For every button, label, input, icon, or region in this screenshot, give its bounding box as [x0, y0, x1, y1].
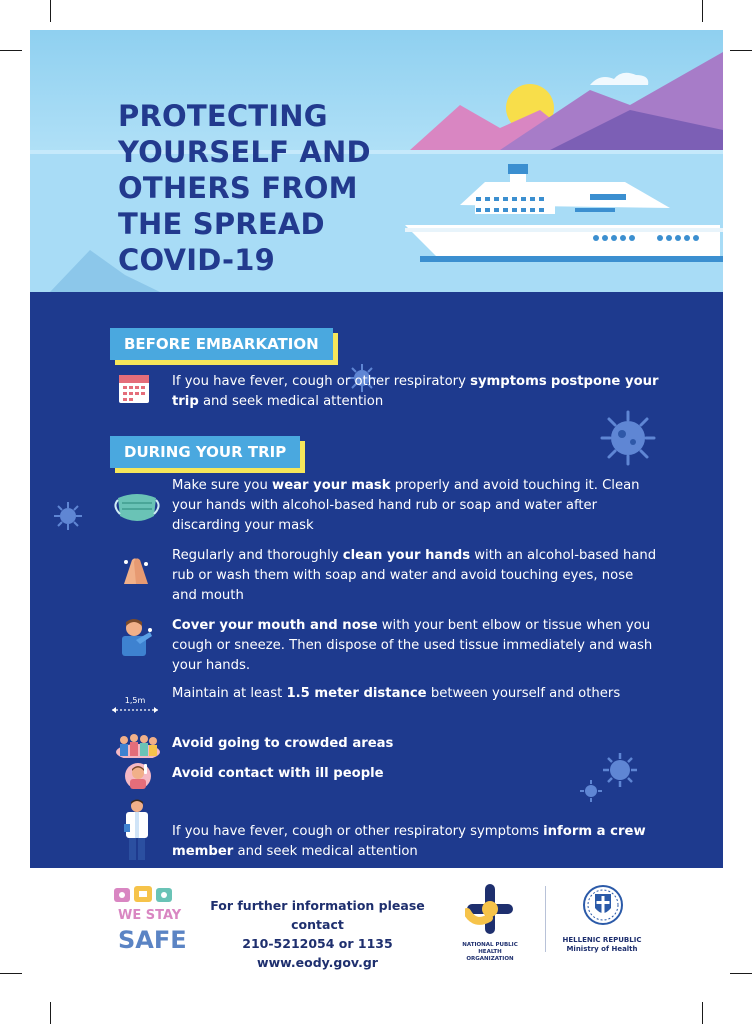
emphasis-text: 1.5 meter distance — [286, 686, 427, 701]
logo-divider — [545, 886, 546, 952]
title-line-1: PROTECTING — [118, 99, 328, 133]
ministry-label-line-1: HELLENIC REPUBLIC — [562, 936, 642, 944]
eody-label-line-2: HEALTH ORGANIZATION — [466, 949, 514, 962]
body-text: between yourself and others — [426, 686, 621, 701]
emphasis-text: symptoms — [470, 374, 547, 389]
virus-icon — [600, 410, 656, 466]
contact-line-1: For further information please contact — [210, 898, 425, 932]
body-text: and seek medical attention — [233, 844, 418, 859]
we-stay-text: WE STAY — [118, 908, 182, 923]
crop-mark — [0, 973, 22, 974]
ministry-label-line-2: Ministry of Health — [566, 945, 638, 953]
crop-mark — [50, 0, 51, 22]
poster — [30, 30, 723, 868]
list-item-distance — [172, 684, 662, 704]
distance-icon — [110, 694, 160, 716]
we-stay-safe-icons — [112, 882, 176, 906]
body-text: If you have fever, cough or other respiratory symptoms — [172, 824, 544, 839]
list-item-cover-mouth — [172, 616, 662, 676]
list-item-inform-crew — [172, 822, 662, 862]
section-tag-during-trip: DURING YOUR TRIP — [110, 436, 300, 468]
hellenic-republic-emblem — [582, 884, 624, 930]
page-title — [118, 98, 408, 278]
calendar-icon — [118, 372, 150, 404]
hero-illustration — [30, 30, 723, 292]
sneeze-elbow-icon — [118, 618, 154, 658]
emphasis-text: clean your hands — [342, 548, 471, 563]
body-text: with an alcohol-based hand rub or wash them with soap and water and avoid touching eyes, nose and mouth — [172, 548, 657, 603]
crop-mark — [730, 973, 752, 974]
emphasis-text: Avoid contact with ill people — [172, 766, 384, 781]
safe-text: SAFE — [118, 926, 187, 954]
before-embarkation-text — [172, 372, 662, 412]
eody-label-line-1: NATIONAL PUBLIC — [462, 942, 518, 948]
body-text: properly and avoid touching it. Clean your hands with alcohol-based hand rub or soap and water after discarding your mask — [172, 478, 640, 533]
title-line-2: YOURSELF AND — [118, 135, 371, 169]
crop-mark — [702, 1002, 703, 1024]
crop-mark — [50, 1002, 51, 1024]
title-line-3: OTHERS FROM — [118, 171, 358, 205]
list-item-mask — [172, 476, 662, 536]
eody-logo — [465, 882, 515, 940]
sick-person-icon — [122, 760, 154, 790]
crop-mark — [730, 50, 752, 51]
title-line-4: THE SPREAD — [118, 207, 325, 241]
emphasis-text: inform a crew member — [172, 824, 646, 859]
body-text: Regularly and thoroughly — [172, 548, 343, 563]
body-text: If you have fever, cough or other respiratory — [172, 374, 471, 389]
distance-label: 1,5m — [124, 696, 146, 705]
ministry-label — [562, 936, 642, 954]
body-text: with your bent elbow or tissue when you cough or sneeze. Then dispose of the used tissue immediately and wash your hands. — [172, 618, 653, 673]
emphasis-text: postpone your trip — [172, 374, 659, 409]
list-item-clean-hands — [172, 546, 662, 606]
face-mask-icon — [112, 488, 162, 526]
title-line-5: COVID-19 — [118, 243, 275, 277]
crop-mark — [702, 0, 703, 22]
footer — [30, 868, 723, 968]
guidance-panel — [30, 292, 723, 868]
body-text: Make sure you — [172, 478, 273, 493]
body-text: and seek medical attention — [198, 394, 384, 409]
section-tag-before-embarkation: BEFORE EMBARKATION — [110, 328, 333, 360]
virus-icon — [54, 502, 82, 530]
crop-mark — [0, 50, 22, 51]
crowd-icon — [116, 732, 160, 758]
hand-washing-icon — [118, 554, 154, 590]
body-text: Maintain at least — [172, 686, 287, 701]
crew-member-icon — [120, 798, 154, 862]
list-item-crowded — [172, 734, 662, 754]
emphasis-text: wear your mask — [272, 478, 391, 493]
contact-info — [200, 896, 435, 972]
list-item-ill-people — [172, 764, 662, 784]
contact-website: www.eody.gov.gr — [257, 955, 378, 970]
emphasis-text: Avoid going to crowded areas — [172, 736, 394, 751]
contact-phone: 210-5212054 or 1135 — [242, 936, 393, 951]
eody-label — [455, 942, 525, 963]
emphasis-text: Cover your mouth and nose — [172, 618, 378, 633]
